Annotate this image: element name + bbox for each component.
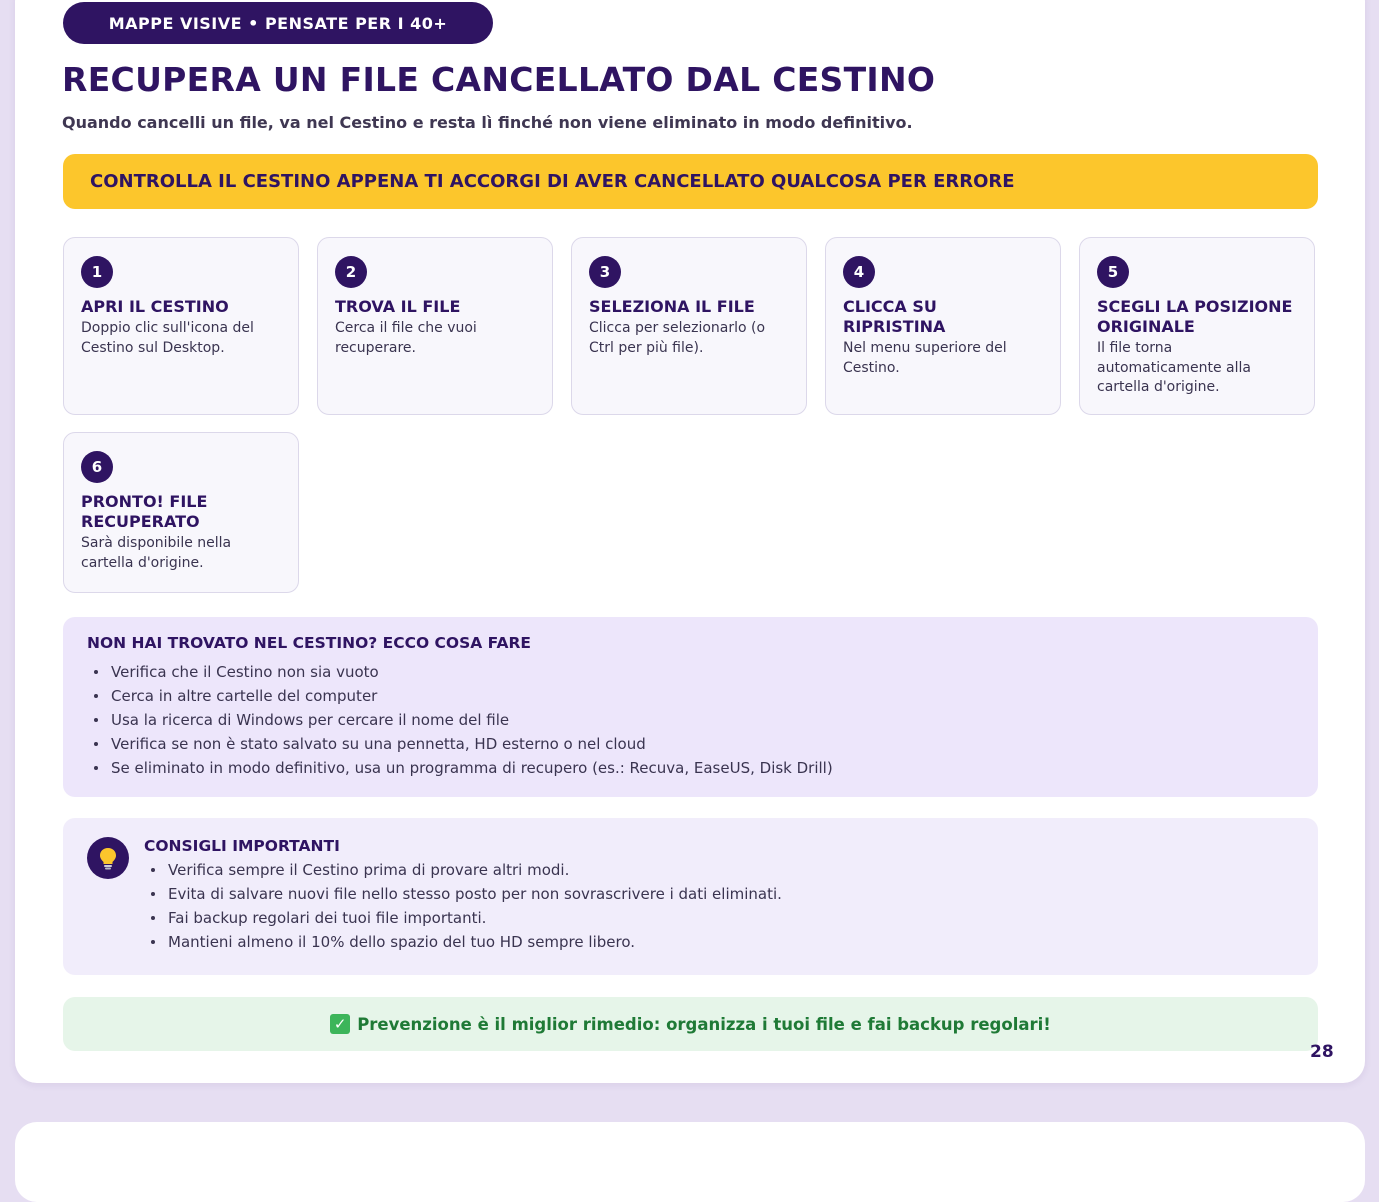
page-subtitle: Quando cancelli un file, va nel Cestino e resta lì finché non viene eliminato in modo definitivo.: [62, 113, 913, 132]
list-item: Fai backup regolari dei tuoi file importanti.: [168, 906, 782, 930]
not-found-list: [87, 660, 1294, 780]
prevention-text: Prevenzione è il miglior rimedio: organizza i tuoi file e fai backup regolari!: [357, 1014, 1051, 1034]
tips-panel: [63, 818, 1318, 975]
checkmark-icon: ✓: [330, 1014, 350, 1034]
tips-content: [144, 837, 782, 954]
list-item: Evita di salvare nuovi file nello stesso posto per non sovrascrivere i dati eliminati.: [168, 882, 782, 906]
not-found-title: NON HAI TROVATO NEL CESTINO? ECCO COSA FARE: [87, 634, 531, 652]
step-title: TROVA IL FILE: [335, 297, 461, 316]
step-title: CLICCA SU RIPRISTINA: [843, 297, 946, 336]
list-item: Mantieni almeno il 10% dello spazio del tuo HD sempre libero.: [168, 930, 782, 954]
step-description: Cerca il file che vuoi recuperare.: [335, 320, 477, 356]
list-item: Verifica che il Cestino non sia vuoto: [111, 660, 1294, 684]
not-found-panel: [63, 617, 1318, 797]
step-card-5: [1079, 237, 1315, 415]
step-card-2: [317, 237, 553, 415]
step-title: SELEZIONA IL FILE: [589, 297, 755, 316]
step-number: 2: [335, 256, 367, 288]
step-card-1: [63, 237, 299, 415]
tips-title: CONSIGLI IMPORTANTI: [144, 837, 340, 855]
page-number: 28: [1310, 1042, 1334, 1062]
step-card-6: [63, 432, 299, 593]
list-item: Se eliminato in modo definitivo, usa un programma di recupero (es.: Recuva, EaseUS, Disk Drill): [111, 756, 1294, 780]
list-item: Verifica se non è stato salvato su una pennetta, HD esterno o nel cloud: [111, 732, 1294, 756]
step-number: 3: [589, 256, 621, 288]
step-title: APRI IL CESTINO: [81, 297, 229, 316]
alert-banner: [63, 154, 1318, 209]
step-number: 4: [843, 256, 875, 288]
lightbulb-icon: [87, 837, 129, 879]
list-item: Cerca in altre cartelle del computer: [111, 684, 1294, 708]
category-badge: MAPPE VISIVE • PENSATE PER I 40+: [63, 2, 493, 44]
step-number: 6: [81, 451, 113, 483]
step-number: 1: [81, 256, 113, 288]
step-description: Il file torna automaticamente alla cartella d'origine.: [1097, 340, 1251, 395]
step-description: Doppio clic sull'icona del Cestino sul Desktop.: [81, 320, 254, 356]
step-number: 5: [1097, 256, 1129, 288]
list-item: Verifica sempre il Cestino prima di provare altri modi.: [168, 858, 782, 882]
step-description: Clicca per selezionarlo (o Ctrl per più file).: [589, 320, 766, 356]
step-card-3: [571, 237, 807, 415]
page-title: RECUPERA UN FILE CANCELLATO DAL CESTINO: [62, 60, 936, 99]
step-description: Sarà disponibile nella cartella d'origine.: [81, 535, 232, 571]
step-title: SCEGLI LA POSIZIONE ORIGINALE: [1097, 297, 1293, 336]
list-item: Usa la ricerca di Windows per cercare il nome del file: [111, 708, 1294, 732]
alert-text: CONTROLLA IL CESTINO APPENA TI ACCORGI DI AVER CANCELLATO QUALCOSA PER ERRORE: [90, 171, 1015, 192]
step-title: PRONTO! FILE RECUPERATO: [81, 492, 208, 531]
tips-list: [144, 858, 782, 954]
step-card-4: [825, 237, 1061, 415]
step-description: Nel menu superiore del Cestino.: [843, 340, 1007, 376]
prevention-banner: [63, 997, 1318, 1051]
next-page-card: [15, 1122, 1365, 1202]
